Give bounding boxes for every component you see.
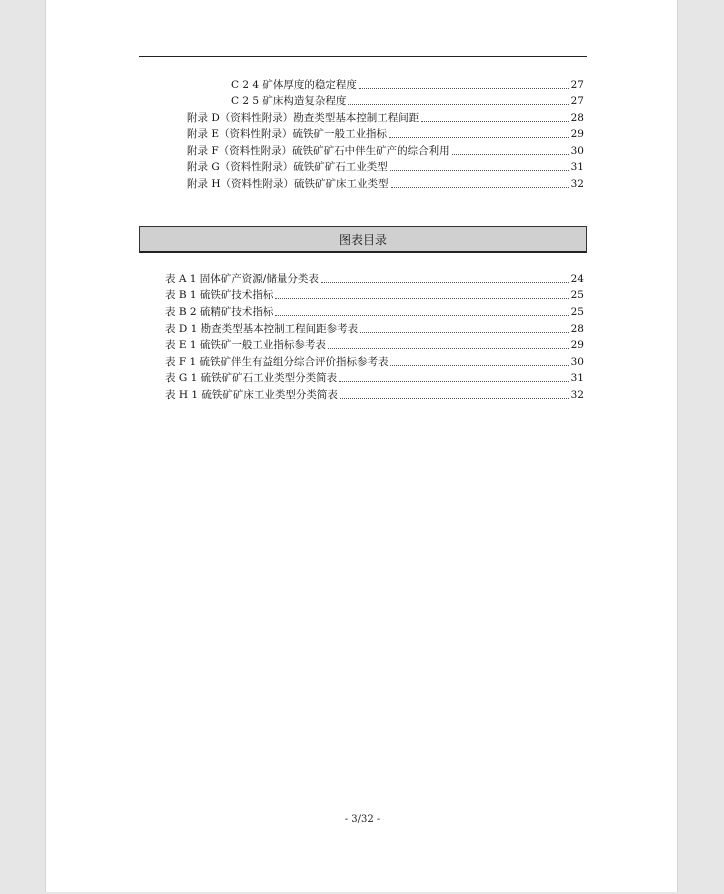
toc-entry-page: 25: [570, 289, 584, 301]
toc-leader-dots: [275, 314, 568, 316]
toc-table-entry[interactable]: [165, 305, 584, 319]
toc-entry-page: 27: [570, 95, 584, 107]
toc-entry-page: 32: [570, 389, 584, 401]
toc-leader-dots: [391, 186, 569, 188]
toc-entry-page: 32: [570, 178, 584, 190]
toc-leader-dots: [275, 297, 568, 299]
toc-entry-page: 28: [570, 323, 584, 335]
toc-entry-label: 表 A 1 固体矿产资源/储量分类表: [165, 273, 319, 285]
document-page: [45, 0, 678, 892]
toc-entry-label: 附录 G（资料性附录）硫铁矿矿石工业类型: [187, 161, 388, 173]
toc-leader-dots: [321, 281, 569, 283]
toc-table-entry[interactable]: [165, 288, 584, 302]
toc-entry-page: 29: [570, 128, 584, 140]
page-footer: - 3/32 -: [344, 814, 381, 825]
toc-entry-label: 表 H 1 硫铁矿矿床工业类型分类简表: [165, 389, 338, 401]
toc-entry-page: 28: [570, 112, 584, 124]
toc-entry-label: 表 B 1 硫铁矿技术指标: [165, 289, 274, 301]
tables-section-heading: 图表目录: [139, 226, 587, 253]
toc-entry-page: 25: [570, 306, 584, 318]
toc-entry-page: 31: [570, 372, 584, 384]
toc-entry-page: 27: [570, 79, 584, 91]
toc-entry-label: 表 B 2 硫精矿技术指标: [165, 306, 274, 318]
toc-entry-label: 附录 D（资料性附录）勘查类型基本控制工程间距: [187, 112, 420, 124]
toc-leader-dots: [390, 169, 569, 171]
toc-table-entry[interactable]: [165, 338, 584, 352]
toc-leader-dots: [421, 120, 568, 122]
header-rule: [139, 56, 587, 57]
toc-leader-dots: [348, 103, 568, 105]
toc-table-entry[interactable]: [165, 322, 584, 336]
toc-entry-label: 表 E 1 硫铁矿一般工业指标参考表: [165, 339, 326, 351]
toc-leader-dots: [328, 347, 569, 349]
toc-entry[interactable]: [231, 78, 584, 92]
toc-entry-label: 附录 F（资料性附录）硫铁矿矿石中伴生矿产的综合利用: [187, 145, 450, 157]
toc-table-entry[interactable]: [165, 371, 584, 385]
toc-leader-dots: [340, 397, 569, 399]
toc-leader-dots: [359, 87, 569, 89]
toc-entry[interactable]: [231, 94, 584, 108]
toc-table-entry[interactable]: [165, 355, 584, 369]
toc-entry-page: 24: [570, 273, 584, 285]
toc-entry-label: C 2 5 矿床构造复杂程度: [231, 95, 347, 107]
toc-entry-label: 附录 H（资料性附录）硫铁矿矿床工业类型: [187, 178, 389, 190]
toc-table-entry[interactable]: [165, 388, 584, 402]
toc-leader-dots: [360, 331, 569, 333]
toc-entry-label: 附录 E（资料性附录）硫铁矿一般工业指标: [187, 128, 388, 140]
toc-entry-label: 表 F 1 硫铁矿伴生有益组分综合评价指标参考表: [165, 356, 389, 368]
toc-leader-dots: [452, 153, 569, 155]
toc-entry[interactable]: [187, 144, 584, 158]
toc-leader-dots: [389, 136, 569, 138]
toc-entry-page: 30: [570, 356, 584, 368]
toc-leader-dots: [390, 364, 568, 366]
toc-entry-page: 29: [570, 339, 584, 351]
toc-entry-label: 表 G 1 硫铁矿矿石工业类型分类简表: [165, 372, 338, 384]
toc-entry-page: 30: [570, 145, 584, 157]
toc-entry-page: 31: [570, 161, 584, 173]
toc-table-entry[interactable]: [165, 272, 584, 286]
toc-entry-label: C 2 4 矿体厚度的稳定程度: [231, 79, 357, 91]
toc-entry[interactable]: [187, 111, 584, 125]
toc-entry[interactable]: [187, 160, 584, 174]
toc-entry[interactable]: [187, 177, 584, 191]
toc-leader-dots: [339, 380, 569, 382]
toc-entry[interactable]: [187, 127, 584, 141]
toc-entry-label: 表 D 1 勘查类型基本控制工程间距参考表: [165, 323, 359, 335]
